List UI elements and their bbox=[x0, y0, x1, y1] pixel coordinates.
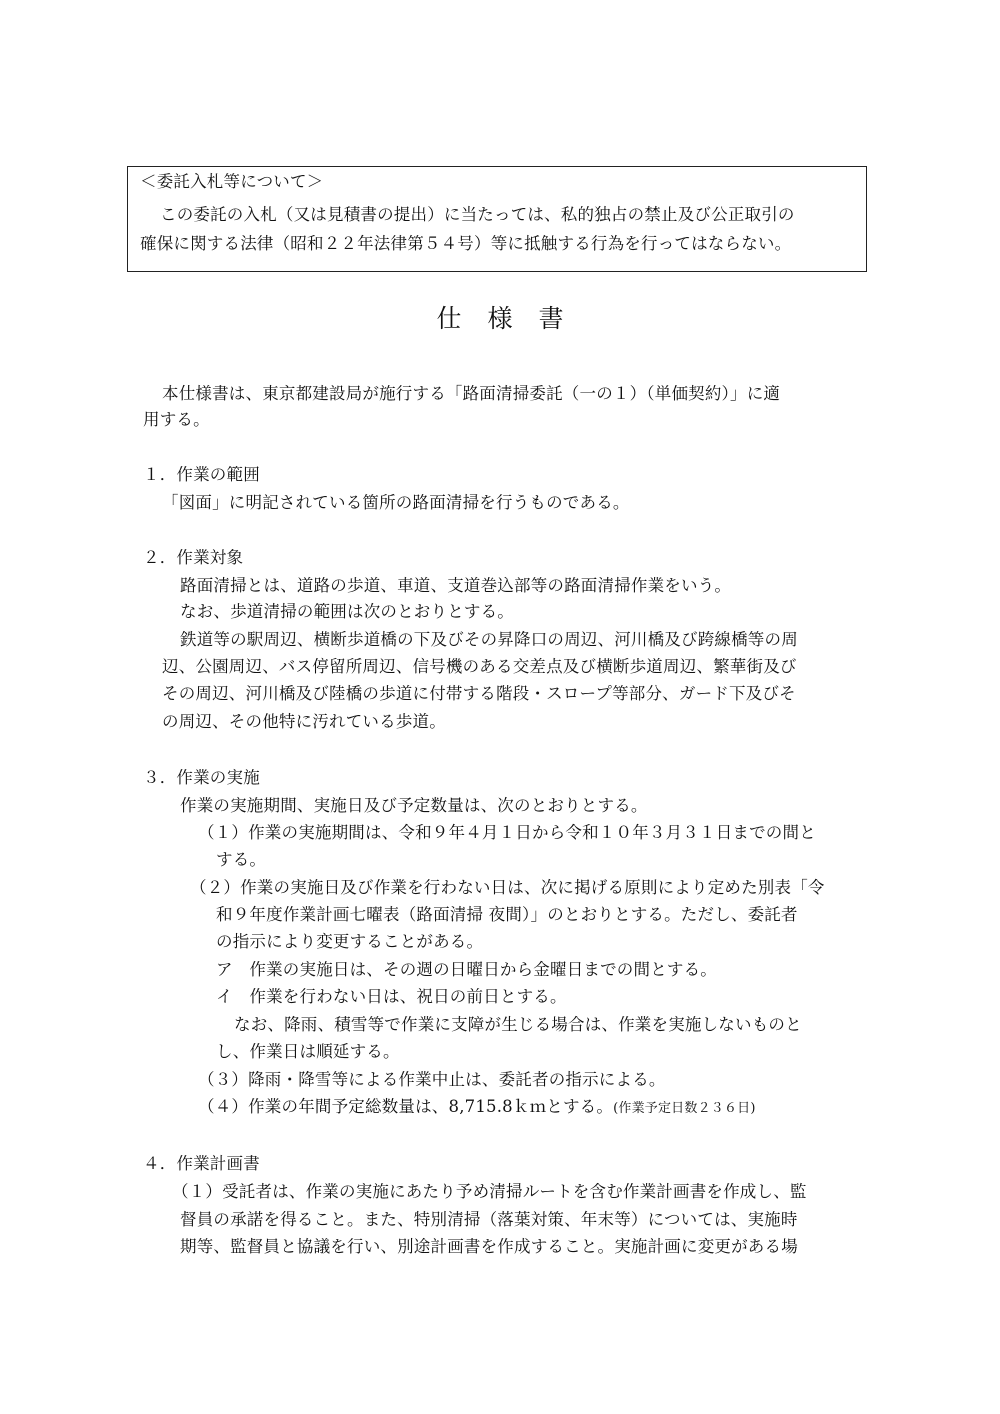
section-3-sub-b: イ 作業を行わない日は、祝日の前日とする。 bbox=[216, 987, 567, 1006]
section-3-note: なお、降雨、積雪等で作業に支障が生じる場合は、作業を実施しないものと bbox=[234, 1015, 802, 1034]
notice-text-line-2: 確保に関する法律（昭和２２年法律第５４号）等に抵触する行為を行ってはならない。 bbox=[140, 234, 792, 253]
section-3-lead: 作業の実施期間、実施日及び予定数量は、次のとおりとする。 bbox=[180, 796, 648, 815]
section-3-sub-a: ア 作業の実施日は、その週の日曜日から金曜日までの間とする。 bbox=[216, 960, 717, 979]
section-2-line: 路面清掃とは、道路の歩道、車道、支道巻込部等の路面清掃作業をいう。 bbox=[180, 576, 732, 595]
section-2-line: その周辺、河川橋及び陸橋の歩道に付帯する階段・スロープ等部分、ガード下及びそ bbox=[162, 684, 796, 703]
section-3-item-2-cont: 和９年度作業計画七曜表（路面清掃 夜間）」のとおりとする。ただし、委託者 bbox=[216, 905, 798, 924]
section-3-item-2: （２）作業の実施日及び作業を行わない日は、次に掲げる原則により定めた別表「令 bbox=[190, 878, 825, 897]
section-3-item-1: （１）作業の実施期間は、令和９年４月１日から令和１０年３月３１日までの間と bbox=[198, 823, 816, 842]
intro-line-1: 本仕様書は、東京都建設局が施行する「路面清掃委託（一の１）（単価契約）」に適 bbox=[162, 384, 781, 403]
notice-text-line-1: この委託の入札（又は見積書の提出）に当たっては、私的独占の禁止及び公正取引の bbox=[160, 205, 795, 224]
section-2-heading: ２．作業対象 bbox=[143, 548, 244, 567]
section-1-heading: １．作業の範囲 bbox=[143, 465, 260, 484]
section-3-item-1-cont: する。 bbox=[216, 850, 267, 869]
section-2-line: 鉄道等の駅周辺、横断歩道橋の下及びその昇降口の周辺、河川橋及び跨線橋等の周 bbox=[180, 630, 798, 649]
section-3-item-4-note: (作業予定日数２３６日) bbox=[613, 1101, 756, 1116]
section-3-item-3: （３）降雨・降雪等による作業中止は、委託者の指示による。 bbox=[198, 1070, 666, 1089]
document-title: 仕様書 bbox=[436, 304, 590, 333]
section-2-line: なお、歩道清掃の範囲は次のとおりとする。 bbox=[180, 602, 514, 621]
section-3-item-4-text: （４）作業の年間予定総数量は、8,715.8ｋｍとする。 bbox=[198, 1097, 614, 1116]
notice-heading: ＜委託入札等について＞ bbox=[140, 172, 324, 191]
section-3-heading: ３．作業の実施 bbox=[143, 768, 260, 787]
intro-line-2: 用する。 bbox=[143, 410, 210, 429]
section-4-item-1-cont: 督員の承諾を得ること。また、特別清掃（落葉対策、年末等）については、実施時 bbox=[180, 1210, 798, 1229]
section-3-item-4 bbox=[198, 1097, 756, 1119]
section-4-item-1: （１）受託者は、作業の実施にあたり予め清掃ルートを含む作業計画書を作成し、監 bbox=[172, 1182, 807, 1201]
section-3-note-cont: し、作業日は順延する。 bbox=[216, 1042, 400, 1061]
section-2-line: 辺、公園周辺、バス停留所周辺、信号機のある交差点及び横断歩道周辺、繁華街及び bbox=[162, 657, 797, 676]
section-3-item-2-cont: の指示により変更することがある。 bbox=[216, 932, 484, 951]
section-4-heading: ４．作業計画書 bbox=[143, 1154, 260, 1173]
section-4-item-1-cont: 期等、監督員と協議を行い、別途計画書を作成すること。実施計画に変更がある場 bbox=[180, 1237, 798, 1256]
section-1-body: 「図面」に明記されている箇所の路面清掃を行うものである。 bbox=[162, 493, 630, 512]
section-2-line: の周辺、その他特に汚れている歩道。 bbox=[162, 712, 446, 731]
